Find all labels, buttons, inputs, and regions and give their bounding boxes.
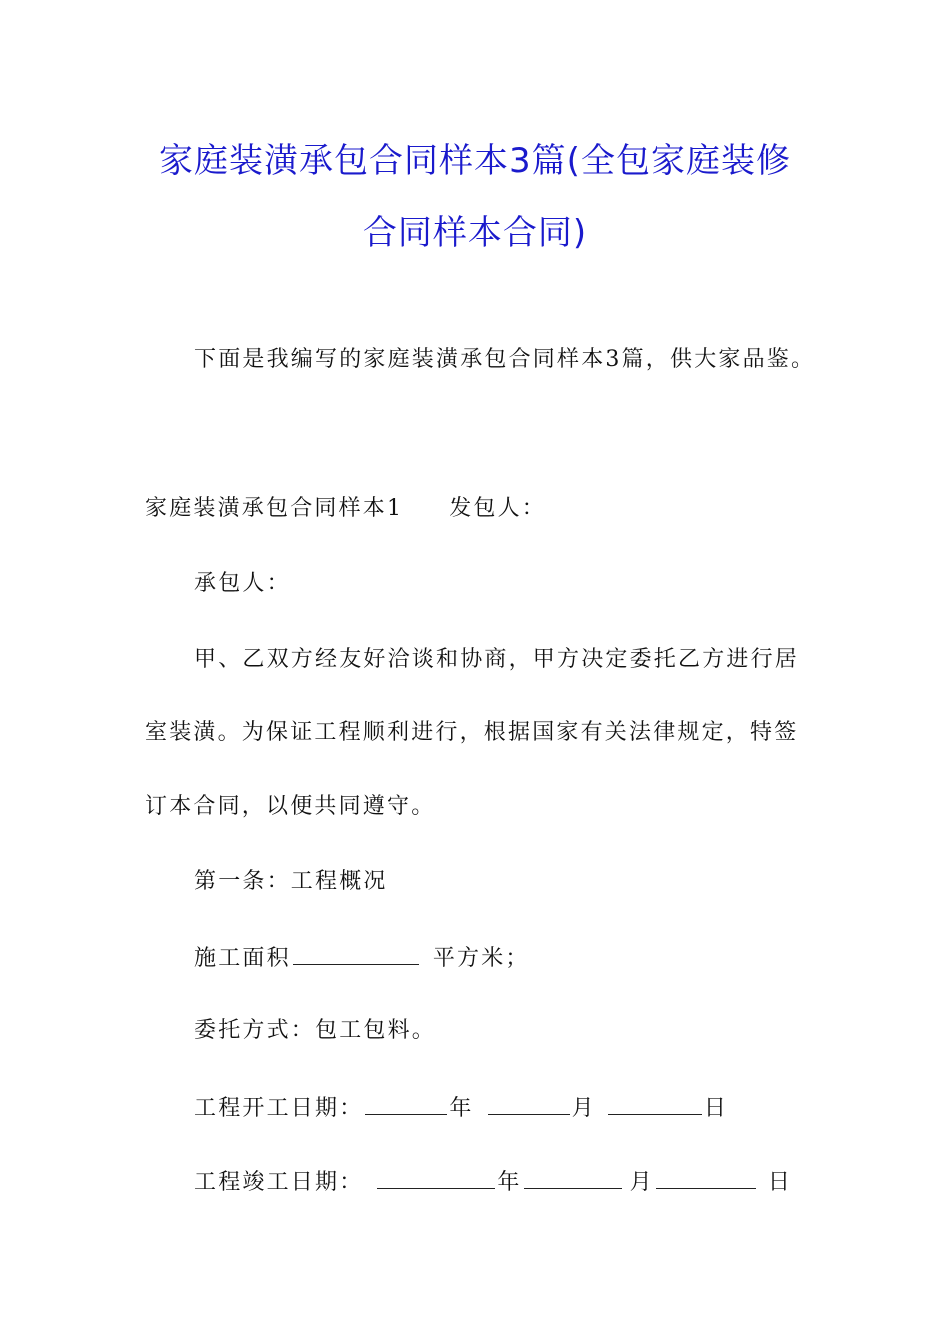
- start-day-label: 日: [703, 1096, 729, 1121]
- start-year-blank: [365, 1092, 447, 1115]
- party-a-label: 发包人：: [449, 496, 547, 521]
- end-date-row: [194, 1166, 792, 1198]
- end-year-blank: [377, 1166, 495, 1189]
- end-day-label: 日: [767, 1170, 793, 1195]
- end-date-label: 工程竣工日期：: [194, 1170, 364, 1195]
- end-month-label: 月: [629, 1170, 654, 1195]
- paragraph-1-line-1: 甲、乙双方经友好洽谈和协商，甲方决定委托乙方进行居: [194, 647, 800, 672]
- end-month-blank: [524, 1166, 622, 1189]
- start-date-row: [194, 1092, 728, 1124]
- end-day-blank: [656, 1166, 756, 1189]
- start-day-blank: [608, 1092, 702, 1115]
- area-unit: 平方米；: [432, 946, 530, 971]
- start-year-label: 年: [449, 1096, 474, 1121]
- document-title-line-1: 家庭装潢承包合同样本3篇(全包家庭装修: [159, 141, 791, 181]
- document-title-line-2: 合同样本合同): [362, 213, 588, 253]
- area-label: 施工面积: [194, 946, 291, 971]
- intro-paragraph: 下面是我编写的家庭装潢承包合同样本3篇，供大家品鉴。: [194, 347, 816, 372]
- sample-heading-row: [145, 494, 546, 524]
- article-1-heading: 第一条：工程概况: [194, 869, 388, 894]
- start-date-label: 工程开工日期：: [194, 1096, 364, 1121]
- commission-method: 委托方式：包工包料。: [194, 1018, 437, 1043]
- paragraph-1-line-2: 室装潢。为保证工程顺利进行，根据国家有关法律规定，特签: [145, 720, 799, 745]
- area-row: [194, 942, 530, 974]
- area-blank: [293, 942, 419, 965]
- paragraph-1-line-3: 订本合同，以便共同遵守。: [145, 794, 436, 819]
- sample-heading: 家庭装潢承包合同样本1: [145, 496, 404, 521]
- end-year-label: 年: [497, 1170, 522, 1195]
- start-month-label: 月: [571, 1096, 596, 1121]
- party-b-label: 承包人：: [194, 571, 291, 596]
- start-month-blank: [488, 1092, 570, 1115]
